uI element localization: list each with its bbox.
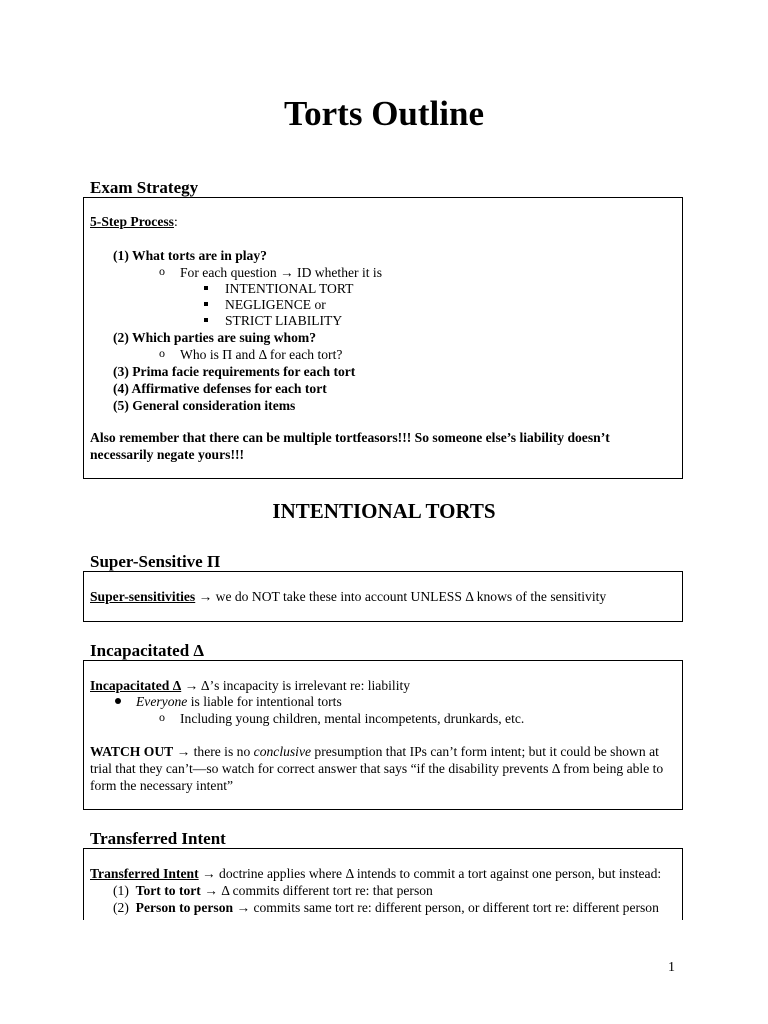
watch-out-line-3: form the necessary intent” — [90, 778, 234, 793]
item-1-term: Tort to tort — [135, 883, 201, 898]
incapacitated-heading: Incapacitated Δ — [90, 641, 205, 660]
process-label: 5-Step Process — [90, 214, 174, 229]
transferred-desc: doctrine applies where Δ intends to commit a tort against one person, but instead: — [215, 866, 662, 881]
watch-out-line-1 — [90, 743, 659, 760]
arrow-icon: → — [204, 883, 218, 898]
arrow-icon: → — [236, 900, 251, 915]
super-sensitive-term: Super-sensitivities — [90, 589, 196, 604]
step-4: (4) Affirmative defenses for each tort — [113, 381, 327, 396]
intentional-torts-heading: INTENTIONAL TORTS — [272, 499, 496, 523]
step-1-sub-a: For each question — [180, 265, 281, 280]
square-bullet-icon — [204, 302, 208, 306]
square-bullet-icon — [204, 286, 208, 290]
step-1: (1) What torts are in play? — [113, 248, 267, 263]
incapacitated-bullet — [136, 693, 342, 710]
exam-strategy-heading: Exam Strategy — [90, 178, 199, 197]
transferred-intent-heading: Transferred Intent — [90, 829, 226, 848]
arrow-icon: → — [280, 265, 294, 280]
watch-out-label: WATCH OUT — [90, 744, 174, 759]
transferred-item-2 — [113, 899, 659, 916]
arrow-icon: → — [198, 589, 213, 604]
watch-out-line-2: trial that they can’t—so watch for correct answer that says “if the disability prevents Δ from being able to — [90, 761, 664, 776]
page-number: 1 — [668, 960, 675, 975]
tort-type-1: INTENTIONAL TORT — [225, 281, 354, 296]
remember-line-2: necessarily negate yours!!! — [90, 447, 245, 462]
item-1-num: (1) — [113, 883, 129, 898]
super-sensitive-desc: we do NOT take these into account UNLESS Δ knows of the sensitivity — [212, 589, 607, 604]
incapacitated-term: Incapacitated Δ — [90, 678, 182, 693]
watch-a: there is no — [190, 744, 254, 759]
remember-line-1: Also remember that there can be multiple tortfeasors!!! So someone else’s liability doesn’t — [90, 430, 610, 445]
incapacitated-text — [90, 677, 410, 694]
super-sensitive-text — [90, 588, 606, 605]
item-1-text: Δ commits different tort re: that person — [217, 883, 433, 898]
arrow-icon: → — [184, 678, 199, 693]
step-2-sub: Who is Π and Δ for each tort? — [180, 347, 343, 362]
step-1-sub-b: ID whether it is — [293, 265, 382, 280]
process-colon: : — [173, 214, 178, 229]
super-sensitive-heading: Super-Sensitive Π — [90, 552, 221, 571]
step-3: (3) Prima facie requirements for each tort — [113, 364, 356, 379]
transferred-text — [90, 865, 661, 882]
incapacitated-bullet-text: is liable for intentional torts — [187, 694, 342, 709]
item-2-num: (2) — [113, 900, 129, 915]
step-2: (2) Which parties are suing whom? — [113, 330, 317, 345]
circle-bullet-icon: o — [159, 710, 165, 724]
square-bullet-icon — [204, 318, 208, 322]
incapacitated-desc: Δ’s incapacity is irrelevant re: liability — [198, 678, 411, 693]
tort-type-2: NEGLIGENCE or — [225, 297, 326, 312]
item-2-term: Person to person — [135, 900, 234, 915]
transferred-term: Transferred Intent — [90, 866, 199, 881]
incapacitated-sub-bullet: Including young children, mental incompetents, drunkards, etc. — [180, 711, 525, 726]
watch-em: conclusive — [253, 744, 312, 759]
transferred-item-1 — [113, 882, 433, 899]
arrow-icon: → — [176, 744, 191, 759]
process-line — [90, 213, 178, 230]
item-2-text: commits same tort re: different person, or different tort re: different person — [250, 900, 659, 915]
arrow-icon: → — [202, 866, 216, 881]
bullet-dot-icon — [115, 698, 121, 704]
circle-bullet-icon: o — [159, 264, 165, 278]
watch-b: presumption that IPs can’t form intent; but it could be shown at — [311, 744, 659, 759]
circle-bullet-icon: o — [159, 346, 165, 360]
step-1-sub — [180, 264, 382, 281]
incapacitated-bullet-em: Everyone — [136, 694, 188, 709]
tort-type-3: STRICT LIABILITY — [225, 313, 343, 328]
page-title: Torts Outline — [284, 94, 484, 133]
step-5: (5) General consideration items — [113, 398, 296, 413]
